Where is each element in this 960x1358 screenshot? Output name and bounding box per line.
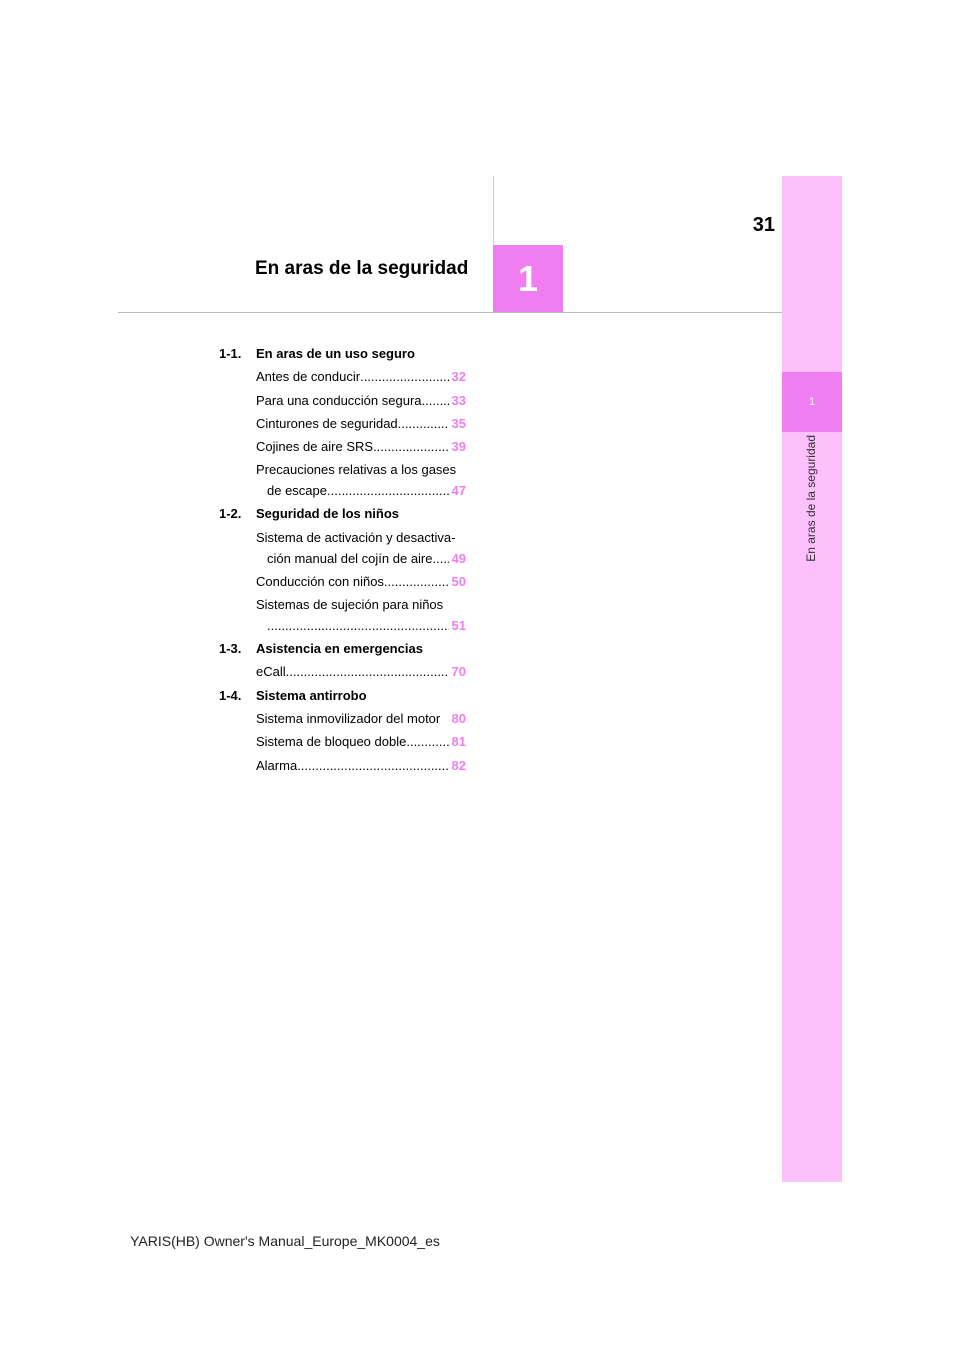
toc-entry[interactable] <box>256 414 466 437</box>
page-link[interactable]: 82 <box>451 757 466 773</box>
entry-text-line1: Sistemas de sujeción para niños <box>256 597 444 613</box>
toc-entry[interactable] <box>256 709 466 732</box>
side-tab-label <box>800 435 822 595</box>
entry-text: Alarma <box>256 757 298 773</box>
section-number: 1-3. <box>219 641 242 657</box>
entry-text-line1: Sistema de activación y desactiva- <box>256 529 456 545</box>
toc-section <box>219 686 469 709</box>
toc-entry[interactable] <box>256 437 466 460</box>
footer-text: YARIS(HB) Owner's Manual_Europe_MK0004_es <box>130 1233 440 1249</box>
entry-text: Sistema inmovilizador del motor <box>256 710 441 726</box>
entry-text: Cinturones de seguridad <box>256 415 398 431</box>
entry-text: Para una conducción segura <box>256 392 422 408</box>
table-of-contents <box>219 344 469 779</box>
toc-section <box>219 344 469 367</box>
section-number: 1-1. <box>219 346 242 361</box>
page-number: 31 <box>752 214 775 236</box>
section-title[interactable]: Asistencia en emergencias <box>256 641 423 657</box>
section-title[interactable]: Seguridad de los niños <box>256 506 400 522</box>
page-link[interactable]: 32 <box>451 369 466 385</box>
page-link[interactable]: 81 <box>451 734 466 750</box>
entry-text: eCall <box>256 664 286 680</box>
toc-entry[interactable] <box>256 732 466 755</box>
toc-entry[interactable] <box>256 595 466 639</box>
page-link[interactable]: 49 <box>451 550 466 566</box>
page-link[interactable]: 33 <box>451 392 466 408</box>
chapter-title: En aras de la seguridad <box>255 258 469 279</box>
page-link[interactable]: 39 <box>451 439 466 455</box>
side-tab-label-text: En aras de la seguridad <box>804 435 818 562</box>
page-link[interactable]: 80 <box>451 710 466 726</box>
toc-section <box>219 639 469 662</box>
toc-entry[interactable] <box>256 662 466 685</box>
toc-entry[interactable] <box>256 572 466 595</box>
side-tab <box>782 176 842 1182</box>
entry-text-line1: Precauciones relativas a los gases <box>256 462 457 478</box>
toc-entry[interactable] <box>256 756 466 779</box>
toc-section <box>219 504 469 527</box>
page-link[interactable]: 51 <box>451 618 466 634</box>
section-number: 1-4. <box>219 687 242 703</box>
page-link[interactable]: 35 <box>451 415 466 431</box>
toc-entry[interactable] <box>256 367 466 390</box>
entry-text: Sistema de bloqueo doble <box>256 734 407 750</box>
toc-entry[interactable] <box>256 460 466 504</box>
entry-text: Antes de conducir <box>256 369 361 385</box>
side-tab-chapter-number[interactable]: 1 <box>782 372 842 432</box>
entry-text: Cojines de aire SRS <box>256 439 374 455</box>
toc-entry[interactable] <box>256 391 466 414</box>
section-title[interactable]: Sistema antirrobo <box>256 687 367 703</box>
entry-text: ción manual del cojín de aire <box>267 550 433 566</box>
entry-text: de escape <box>267 483 327 499</box>
section-title[interactable]: En aras de un uso seguro <box>256 346 415 361</box>
header-divider <box>118 312 782 313</box>
page-link[interactable]: 47 <box>451 483 466 499</box>
page-link[interactable]: 70 <box>451 664 466 680</box>
section-number: 1-2. <box>219 506 242 522</box>
toc-entry[interactable] <box>256 528 466 572</box>
page-link[interactable]: 50 <box>451 573 466 589</box>
chapter-number-box: 1 <box>493 245 563 313</box>
entry-text: Conducción con niños <box>256 573 384 589</box>
footer <box>0 1233 960 1249</box>
